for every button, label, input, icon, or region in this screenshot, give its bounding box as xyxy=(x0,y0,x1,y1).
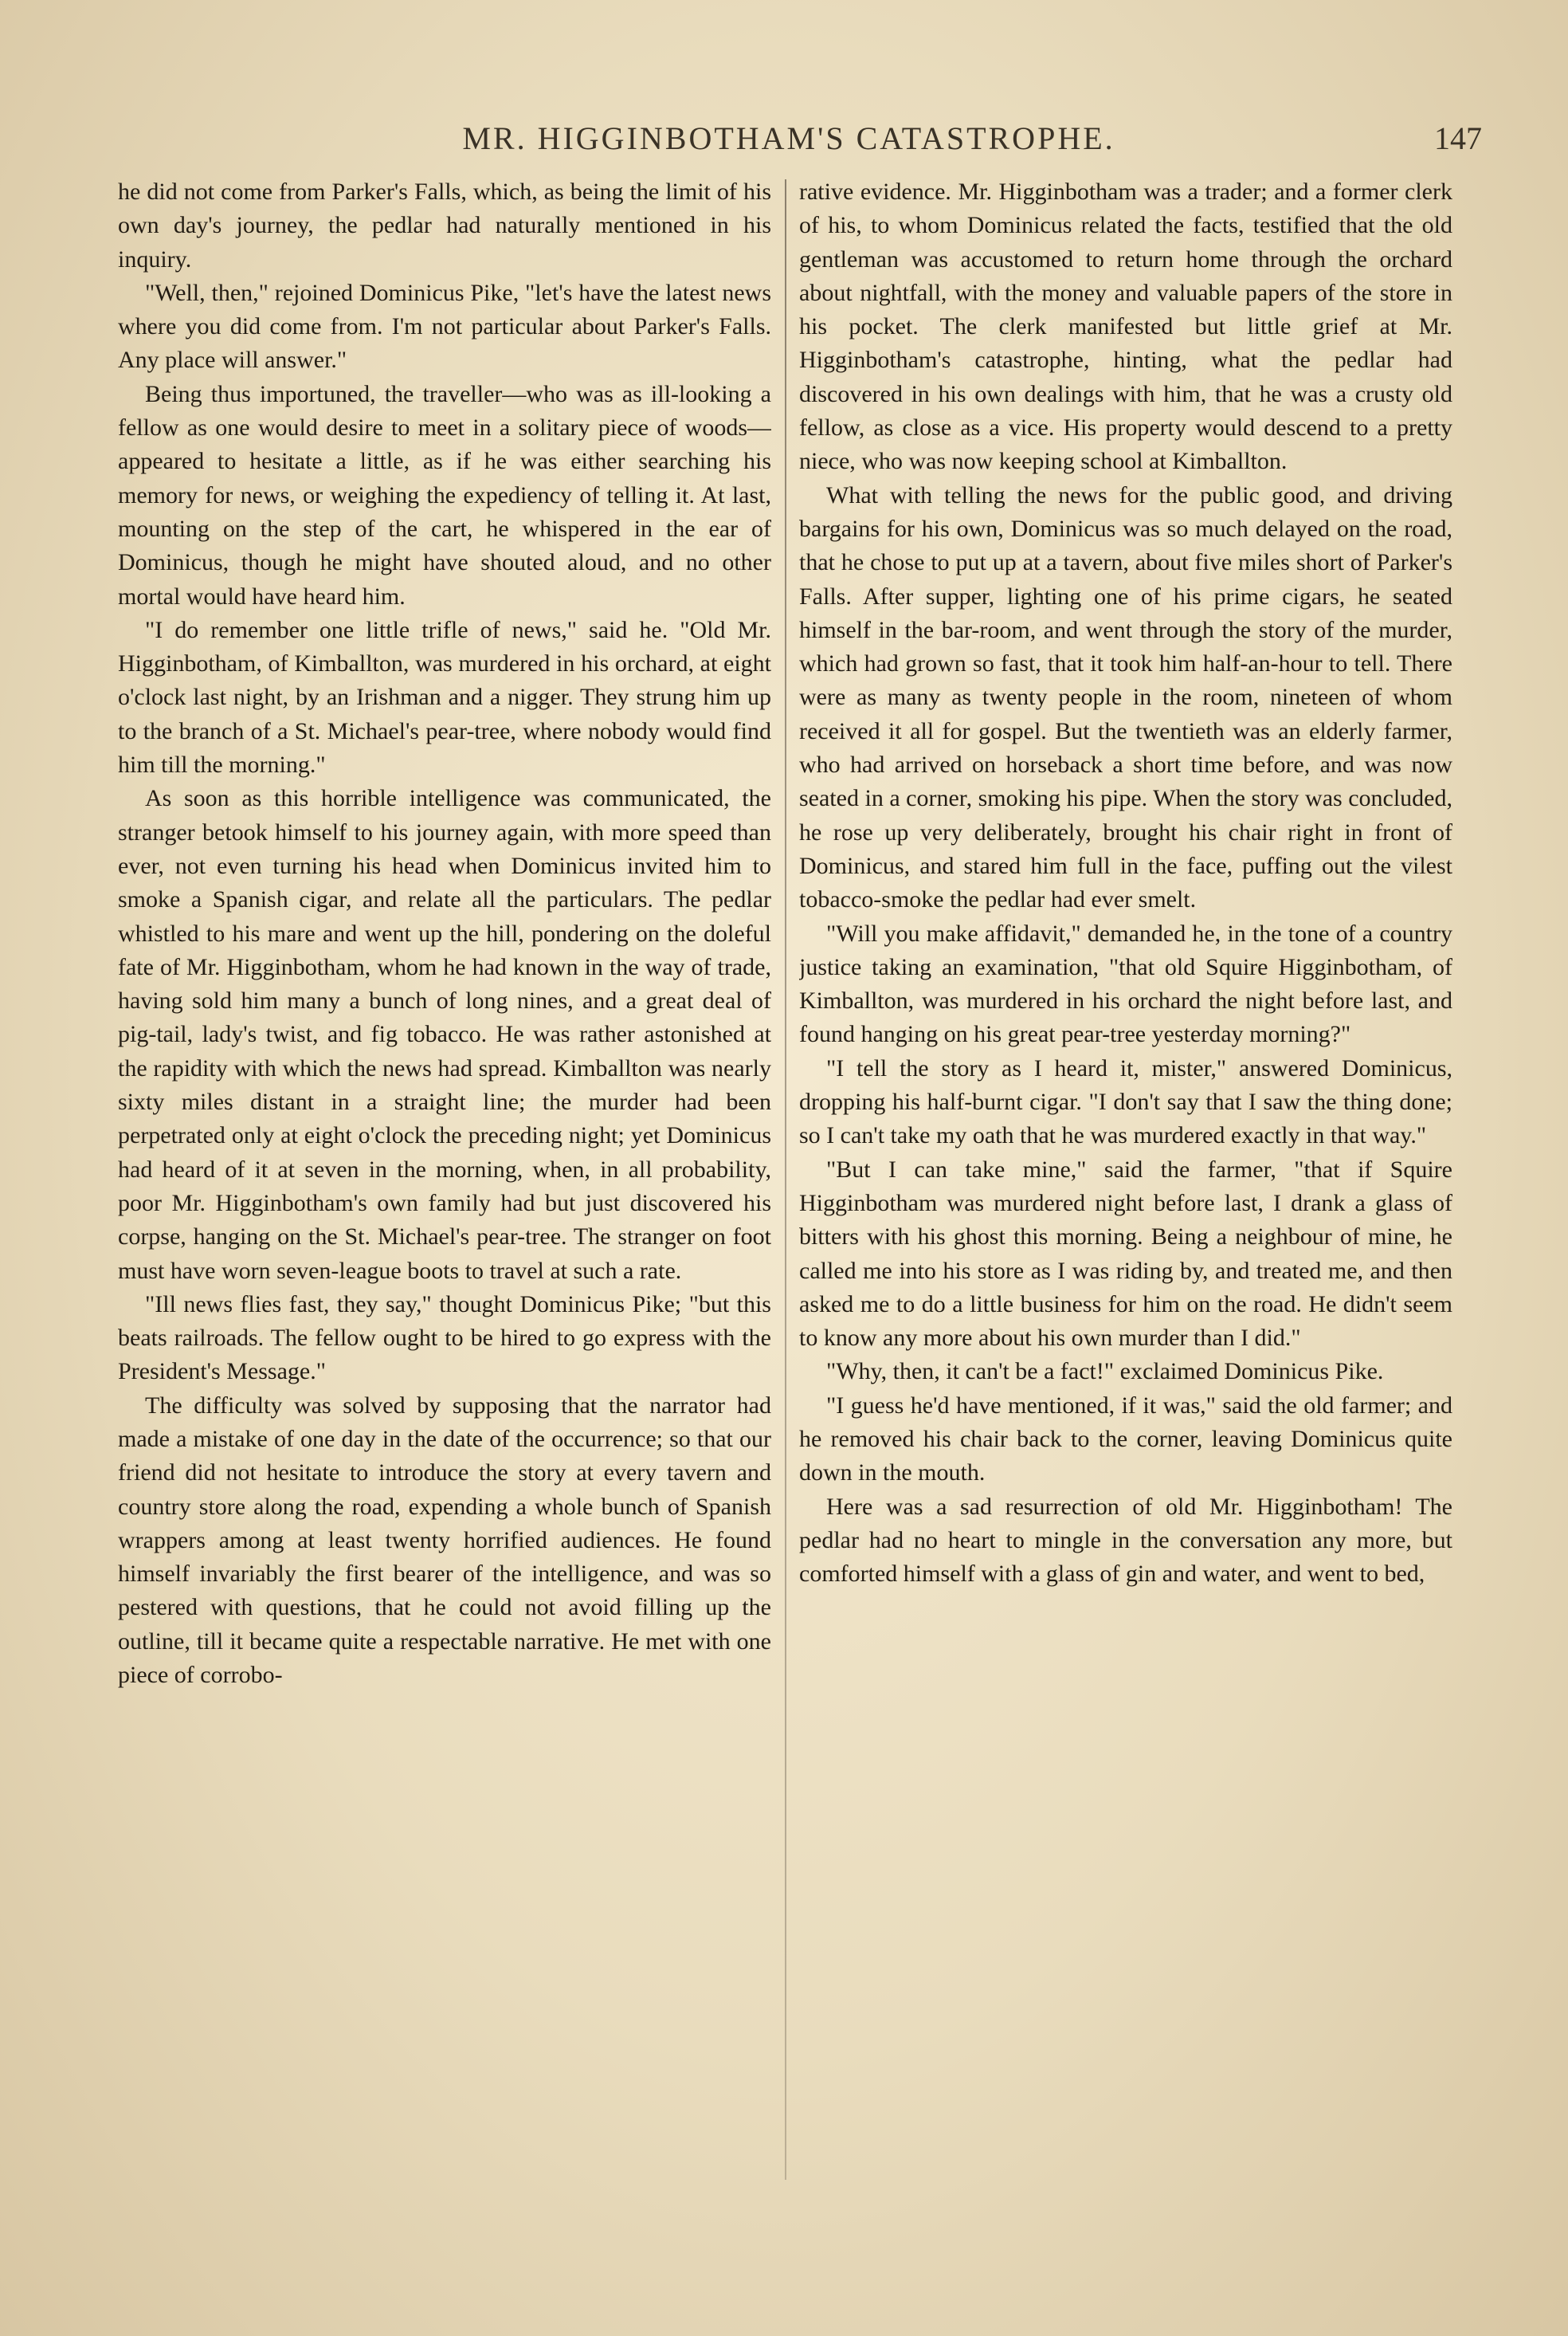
page-header xyxy=(120,120,1482,159)
paragraph: "Well, then," rejoined Dominicus Pike, "let's have the latest news where you did come from. I'm not particular about Parker's Falls. Any place will answer." xyxy=(118,279,771,374)
paragraph: As soon as this horrible intelligence was communicated, the stranger betook himself to his journey again, with more speed than ever, not even turning his head when Dominicus invited him to smoke a Spanish cigar, and relate all the particulars. The pedlar whistled to his mare and went up the hill, pondering on the doleful fate of Mr. Higginbotham, whom he had known in the way of trade, having sold him many a bunch of long nines, and a great deal of pig-tail, lady's twist, and fig tobacco. He was rather astonished at the rapidity with which the news had spread. Kimballton was nearly sixty miles distant in a straight line; the murder had been perpetrated only at eight o'clock the preceding night; yet Dominicus had heard of it at seven in the morning, when, in all probability, poor Mr. Higginbotham's own family had but just discovered his corpse, hanging on the St. Michael's pear-tree. The stranger on foot must have worn seven-league boots to travel at such a rate. xyxy=(118,785,771,1284)
paragraph: Being thus importuned, the traveller—who was as ill-looking a fellow as one would desire to meet in a solitary piece of woods—appeared to hesitate a little, as if he was either searching his memory for news, or weighing the expediency of telling it. At last, mounting on the step of the cart, he whispered in the ear of Dominicus, though he might have shouted aloud, and no other mortal would have heard him. xyxy=(118,380,771,610)
paragraph: "Why, then, it can't be a fact!" exclaimed Dominicus Pike. xyxy=(826,1358,1384,1385)
column-divider xyxy=(785,179,786,2180)
paragraph: Here was a sad resurrection of old Mr. Higginbotham! The pedlar had no heart to mingle in the conversation any more, but comforted himself with a glass of gin and water, and went to bed, xyxy=(799,1493,1452,1588)
page-number: 147 xyxy=(1434,120,1482,156)
paragraph: "I do remember one little trifle of news," said he. "Old Mr. Higginbotham, of Kimballton, was murdered in his orchard, at eight o'clock last night, by an Irishman and a nigger. They strung him up to the branch of a St. Michael's pear-tree, where nobody would find him till the morning." xyxy=(118,616,771,779)
paragraph: "Ill news flies fast, they say," thought Dominicus Pike; "but this beats railroads. The fellow ought to be hired to go express with the President's Message." xyxy=(118,1290,771,1385)
paragraph: "But I can take mine," said the farmer, "that if Squire Higginbotham was murdered night before last, I drank a glass of bitters with his ghost this morning. Being a neighbour of mine, he called me into his store as I was riding by, and treated me, and then asked me to do a little business for him on the road. He didn't seem to know any more about his own murder than I did." xyxy=(799,1156,1452,1352)
right-column xyxy=(799,175,1452,2184)
paragraph: The difficulty was solved by supposing that the narrator had made a mistake of one day in the date of the occurrence; so that our friend did not hesitate to introduce the story at every tavern and country store along the road, expending a whole bunch of Spanish wrappers among at least twenty horrified audiences. He found himself invariably the first bearer of the intelligence, and was so pestered with questions, that he could not avoid filling up the outline, till it became quite a respectable narrative. He met with one piece of corrobo- xyxy=(118,1392,771,1689)
paragraph: "I guess he'd have mentioned, if it was," said the old farmer; and he removed his chair back to the corner, leaving Dominicus quite down in the mouth. xyxy=(799,1392,1452,1486)
paragraph: he did not come from Parker's Falls, which, as being the limit of his own day's journey, the pedlar had naturally mentioned in his inquiry. xyxy=(118,179,771,273)
paragraph: "I tell the story as I heard it, mister," answered Dominicus, dropping his half-burnt cigar. "I don't say that I saw the thing done; so I can't take my oath that he was murdered exactly in that way." xyxy=(799,1054,1452,1149)
paragraph: rative evidence. Mr. Higginbotham was a trader; and a former clerk of his, to whom Dominicus related the facts, testified that the old gentleman was accustomed to return home through the orchard about nightfall, with the money and valuable papers of the store in his pocket. The clerk manifested but little grief at Mr. Higginbotham's catastrophe, hinting, what the pedlar had discovered in his own dealings with him, that he was a crusty old fellow, as close as a vice. His property would descend to a pretty niece, who was now keeping school at Kimballton. xyxy=(799,179,1452,475)
paragraph: What with telling the news for the public good, and driving bargains for his own, Dominicus was so much delayed on the road, that he chose to put up at a tavern, about five miles short of Parker's Falls. After supper, lighting one of his prime cigars, he seated himself in the bar-room, and went through the story of the murder, which had grown so fast, that it took him half-an-hour to tell. There were as many as twenty people in the room, nineteen of whom received it all for gospel. But the twentieth was an elderly farmer, who had arrived on horseback a short time before, and was now seated in a corner, smoking his pipe. When the story was concluded, he rose up very deliberately, brought his chair right in front of Dominicus, and stared him full in the face, puffing out the vilest tobacco-smoke the pedlar had ever smelt. xyxy=(799,481,1452,913)
running-title: MR. HIGGINBOTHAM'S CATASTROPHE. xyxy=(462,120,1115,156)
left-column xyxy=(118,175,771,2184)
paragraph: "Will you make affidavit," demanded he, in the tone of a country justice taking an examination, "that old Squire Higginbotham, of Kimballton, was murdered in his orchard the night before last, and found hanging on his great pear-tree yesterday morning?" xyxy=(799,920,1452,1048)
